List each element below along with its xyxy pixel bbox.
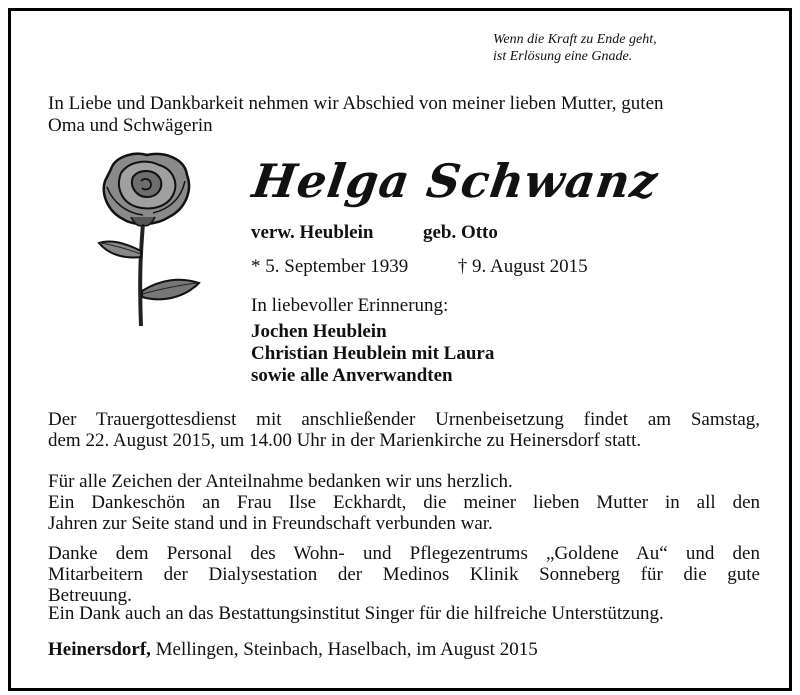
thanks1-line-1: Für alle Zeichen der Anteilnahme bedanken wir uns herzlich. (48, 471, 513, 492)
service-line-1: Der Trauergottesdienst mit anschließender Urnenbeisetzung findet am Samstag, (48, 409, 760, 430)
thanks2-line-2: Mitarbeitern der Dialysestation der Medinos Klinik Sonneberg für die gute (48, 564, 760, 585)
intro-text (48, 93, 760, 137)
service-paragraph (48, 409, 760, 451)
closing-rest: Mellingen, Steinbach, Haselbach, im August 2015 (150, 639, 538, 660)
thanks1-line-3: Jahren zur Seite stand und in Freundschaft verbunden war. (48, 513, 493, 534)
motto (493, 31, 753, 65)
life-dates (251, 255, 588, 279)
thanks3-line-1: Ein Dank auch an das Bestattungsinstitut Singer für die hilfreiche Unterstützung. (48, 603, 664, 624)
name-details (251, 221, 498, 245)
thanks1-line-2: Ein Dankeschön an Frau Ilse Eckhardt, die meiner lieben Mutter in all den (48, 492, 760, 513)
thanks-paragraph-2 (48, 543, 760, 606)
obituary-frame (8, 8, 792, 691)
motto-line-1: Wenn die Kraft zu Ende geht, (493, 32, 657, 47)
widowed-name: verw. Heublein (251, 222, 374, 243)
mourners-list (251, 321, 494, 387)
service-line-2: dem 22. August 2015, um 14.00 Uhr in der Marienkirche zu Heinersdorf statt. (48, 430, 642, 451)
memory-heading: In liebevoller Erinnerung: (251, 295, 449, 316)
thanks-paragraph-3 (48, 603, 760, 624)
thanks2-line-1: Danke dem Personal des Wohn- und Pflegezentrums „Goldene Au“ und den (48, 543, 760, 564)
intro-line-1: In Liebe und Dankbarkeit nehmen wir Abschied von meiner lieben Mutter, guten (48, 93, 664, 114)
deceased-name: Helga Schwanz (249, 154, 662, 208)
birth-name: geb. Otto (422, 222, 498, 243)
death-date: † 9. August 2015 (457, 256, 588, 277)
motto-line-2: ist Erlösung eine Gnade. (493, 49, 633, 64)
birth-date: * 5. September 1939 (251, 256, 409, 277)
thanks-paragraph-1 (48, 471, 760, 534)
rose-icon (81, 151, 211, 326)
mourner-2: Christian Heublein mit Laura (251, 343, 495, 364)
mourner-3: sowie alle Anverwandten (251, 365, 453, 386)
intro-line-2: Oma und Schwägerin (48, 115, 213, 136)
closing-line (48, 639, 538, 661)
thanks2-line-3: Betreuung. (48, 585, 132, 606)
mourner-1: Jochen Heublein (251, 321, 387, 342)
closing-place: Heinersdorf, (48, 639, 151, 660)
